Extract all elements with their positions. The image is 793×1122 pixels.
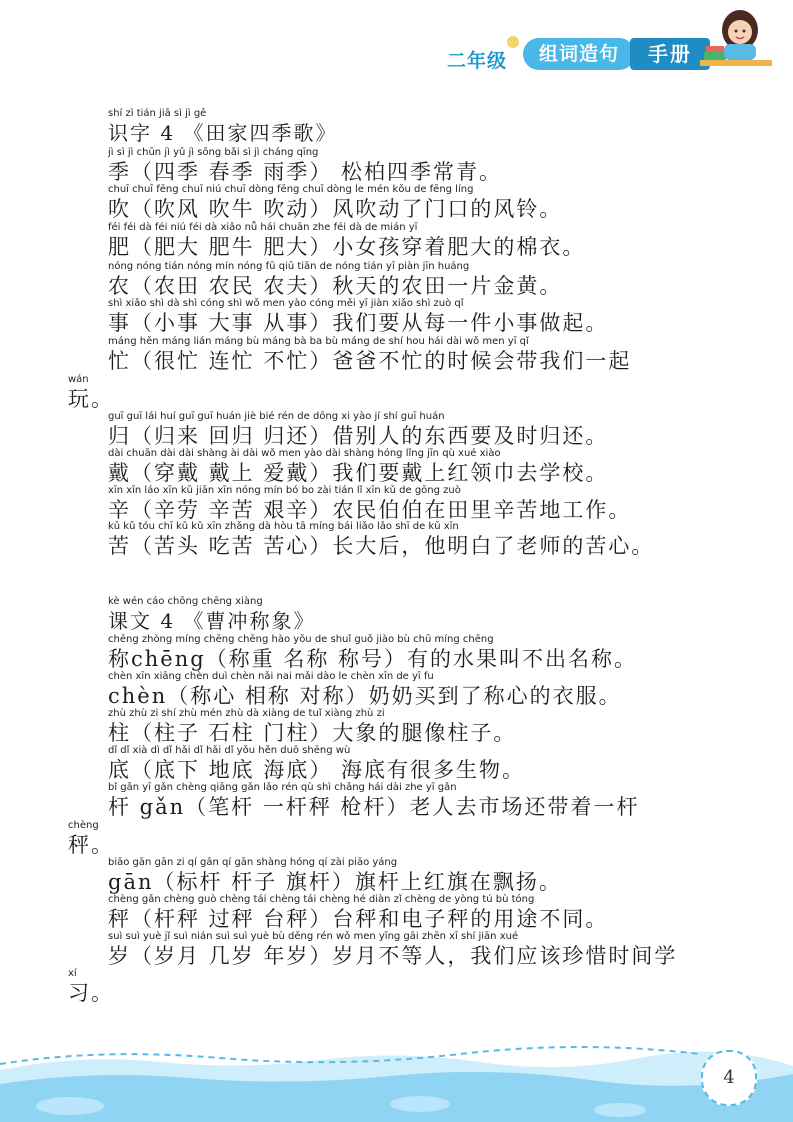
- hanzi-line: 季（四季 春季 雨季） 松柏四季常青。: [108, 160, 503, 184]
- hanzi-line: 岁（岁月 几岁 年岁）岁月不等人，我们应该珍惜时间学: [108, 944, 678, 968]
- hanzi-line: 称chēng（称重 名称 称号）有的水果叫不出名称。: [108, 647, 638, 671]
- hanzi-line: 底（底下 地底 海底） 海底有很多生物。: [108, 758, 526, 782]
- pinyin-line: chuī chuī fēng chuī niú chuī dòng fēng chuī dòng le mén kǒu de fēng líng: [108, 184, 474, 195]
- hanzi-line: 课文 4 《曹冲称象》: [108, 609, 316, 633]
- hanzi-line: 归（归来 回归 归还）借别人的东西要及时归还。: [108, 424, 609, 448]
- hanzi-line: 事（小事 大事 从事）我们要从每一件小事做起。: [108, 311, 609, 335]
- hanzi-line: chèn（称心 相称 对称）奶奶买到了称心的衣服。: [108, 684, 622, 708]
- hanzi-line: 柱（柱子 石柱 门柱）大象的腿像柱子。: [108, 721, 517, 745]
- pinyin-line: máng hěn máng lián máng bù máng bà ba bù máng de shí hou hái dài wǒ men yī qǐ: [108, 336, 529, 347]
- pinyin-line: nóng nóng tián nóng mín nóng fū qiū tiān de nóng tián yī piàn jīn huáng: [108, 261, 470, 272]
- book-label: 手册: [630, 38, 710, 70]
- hanzi-line: 肥（肥大 肥牛 肥大）小女孩穿着肥大的棉衣。: [108, 235, 586, 259]
- sparkle-icon: [507, 36, 519, 48]
- pinyin-line: wán: [68, 374, 89, 385]
- pinyin-line: zhù zhù zi shí zhù mén zhù dà xiàng de tuǐ xiàng zhù zi: [108, 708, 385, 719]
- hanzi-line: 戴（穿戴 戴上 爱戴）我们要戴上红领巾去学校。: [108, 461, 609, 485]
- pinyin-line: biāo gān gān zi qí gān qí gān shàng hóng qí zài piāo yáng: [108, 857, 398, 868]
- hanzi-line: 忙（很忙 连忙 不忙）爸爸不忙的时候会带我们一起: [108, 349, 632, 373]
- pinyin-line: kǔ kǔ tóu chī kǔ kǔ xīn zhǎng dà hòu tā míng bái liǎo lǎo shī de kǔ xīn: [108, 521, 459, 532]
- pinyin-line: dǐ dǐ xià dì dǐ hǎi dǐ hǎi dǐ yǒu hěn duō shēng wù: [108, 745, 351, 756]
- pinyin-line: bǐ gǎn yī gǎn chèng qiāng gǎn lǎo rén qù shì chǎng hái dài zhe yī gǎn: [108, 782, 457, 793]
- hanzi-line: 玩。: [68, 387, 114, 411]
- page-number: 4: [701, 1050, 757, 1106]
- section-pill: 组词造句: [523, 38, 635, 70]
- pinyin-line: suì suì yuè jǐ suì nián suì suì yuè bù děng rén wǒ men yīng gāi zhēn xī shí jiān xué: [108, 931, 519, 942]
- pinyin-line: shì xiǎo shì dà shì cóng shì wǒ men yào cóng měi yī jiàn xiǎo shì zuò qǐ: [108, 298, 464, 309]
- pinyin-line: guī guī lái huí guī guī huán jiè bié rén de dōng xi yào jí shí guī huán: [108, 411, 445, 422]
- girl-reading-icon: [700, 8, 772, 72]
- hanzi-line: 吹（吹风 吹牛 吹动）风吹动了门口的风铃。: [108, 197, 563, 221]
- pinyin-line: chèng gǎn chèng guò chèng tái chèng tái chèng hé diàn zǐ chèng de yòng tú bù tóng: [108, 894, 535, 905]
- pinyin-line: chèn xīn xiāng chèn duì chèn nǎi nai mǎi dào le chèn xīn de yī fu: [108, 671, 434, 682]
- hanzi-line: 秤（杆秤 过秤 台秤）台秤和电子秤的用途不同。: [108, 907, 609, 931]
- grade-label: 二年级: [447, 50, 508, 72]
- pinyin-line: féi féi dà féi niú féi dà xiǎo nǚ hái chuān zhe féi dà de mián yī: [108, 222, 418, 233]
- footer-wave: [0, 1040, 793, 1122]
- hanzi-line: 农（农田 农民 农夫）秋天的农田一片金黄。: [108, 274, 563, 298]
- hanzi-line: 习。: [68, 981, 114, 1005]
- pinyin-line: shí zì tián jiā sì jì gē: [108, 108, 207, 119]
- pinyin-line: chèng: [68, 820, 99, 831]
- pinyin-line: xīn xīn láo xīn kǔ jiān xīn nóng mín bó bo zài tián lǐ xīn kǔ de gōng zuò: [108, 485, 461, 496]
- pinyin-line: jì sì jì chūn jì yǔ jì sōng bǎi sì jì cháng qīng: [108, 147, 319, 158]
- pinyin-line: kè wén cáo chōng chēng xiàng: [108, 596, 263, 607]
- hanzi-line: 苦（苦头 吃苦 苦心）长大后，他明白了老师的苦心。: [108, 534, 655, 558]
- pinyin-line: dài chuān dài dài shàng ài dài wǒ men yào dài shàng hóng lǐng jīn qù xué xiào: [108, 448, 501, 459]
- hanzi-line: gān（标杆 杆子 旗杆）旗杆上红旗在飘扬。: [108, 870, 562, 894]
- hanzi-line: 秤。: [68, 833, 114, 857]
- pinyin-line: xí: [68, 968, 77, 979]
- hanzi-line: 辛（辛劳 辛苦 艰辛）农民伯伯在田里辛苦地工作。: [108, 498, 632, 522]
- pinyin-line: chēng zhòng míng chēng chēng hào yǒu de shuǐ guǒ jiào bù chū míng chēng: [108, 634, 494, 645]
- hanzi-line: 杆 gǎn（笔杆 一杆秤 枪杆）老人去市场还带着一杆: [108, 795, 640, 819]
- hanzi-line: 识字 4 《田家四季歌》: [108, 121, 338, 145]
